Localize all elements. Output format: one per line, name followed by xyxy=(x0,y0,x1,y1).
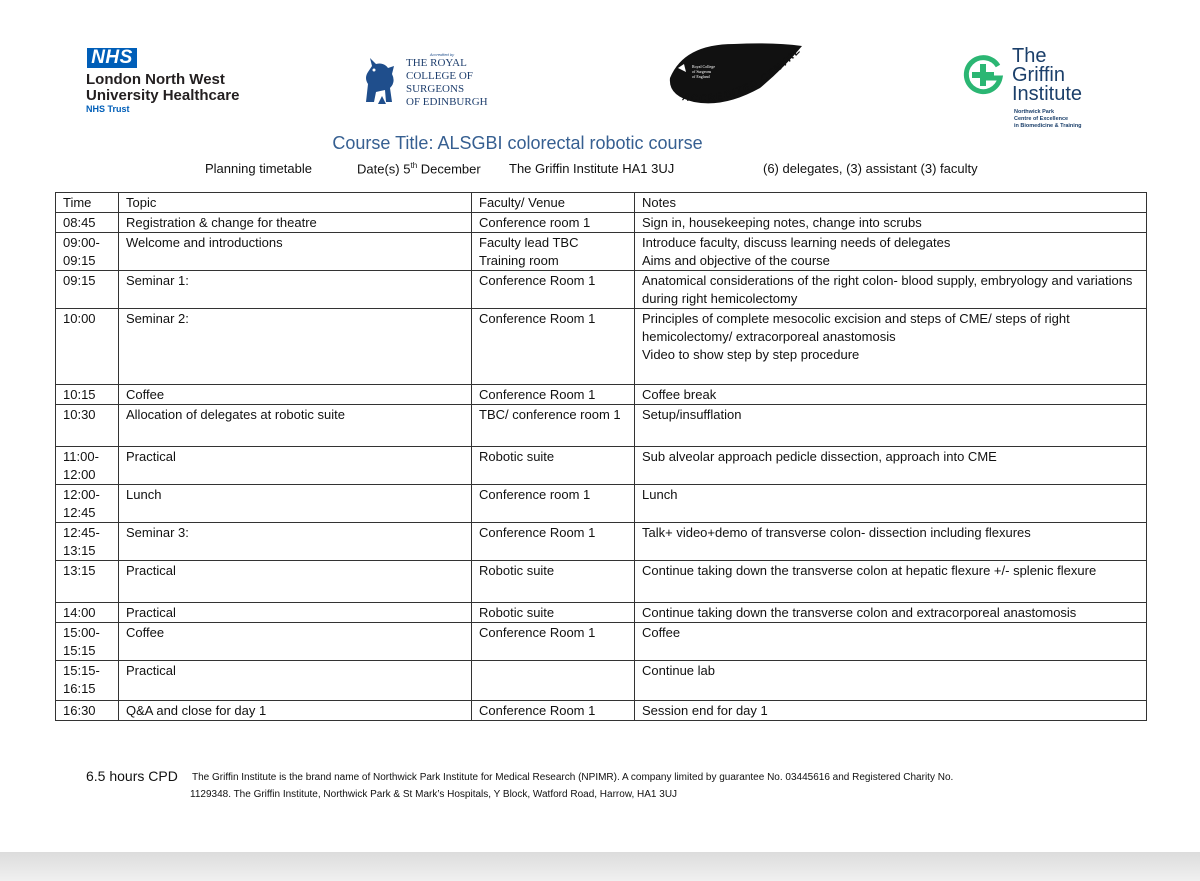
cell-topic: Seminar 3: xyxy=(119,523,472,561)
griffin-word-institute: Institute xyxy=(1012,83,1083,105)
cell-time: 14:00 xyxy=(56,603,119,623)
cell-venue: Conference Room 1 xyxy=(472,623,635,661)
cell-notes: Continue taking down the transverse colon and extracorporeal anastomosis xyxy=(635,603,1147,623)
cell-topic: Coffee xyxy=(119,623,472,661)
table-row xyxy=(56,447,1147,485)
cell-topic: Welcome and introductions xyxy=(119,233,472,271)
timetable-body xyxy=(56,193,1147,721)
cell-venue: TBC/ conference room 1 xyxy=(472,405,635,447)
cell-venue: Conference Room 1 xyxy=(472,701,635,721)
cell-notes: Continue taking down the transverse colon at hepatic flexure +/- splenic flexure xyxy=(635,561,1147,603)
header-time: Time xyxy=(56,193,119,213)
table-row xyxy=(56,523,1147,561)
cell-venue: Conference Room 1 xyxy=(472,309,635,385)
cell-time: 09:00- 09:15 xyxy=(56,233,119,271)
table-row xyxy=(56,405,1147,447)
cell-venue: Conference room 1 xyxy=(472,485,635,523)
table-row xyxy=(56,271,1147,309)
cell-notes: Introduce faculty, discuss learning needs of delegates Aims and objective of the course xyxy=(635,233,1147,271)
cell-time: 13:15 xyxy=(56,561,119,603)
cell-time: 12:00- 12:45 xyxy=(56,485,119,523)
cell-time: 12:45- 13:15 xyxy=(56,523,119,561)
cell-topic: Practical xyxy=(119,603,472,623)
cell-topic: Practical xyxy=(119,661,472,701)
cell-venue: Conference Room 1 xyxy=(472,385,635,405)
viewer-background xyxy=(0,852,1200,881)
cell-topic: Practical xyxy=(119,561,472,603)
cell-notes: Sub alveolar approach pedicle dissection, approach into CME xyxy=(635,447,1147,485)
cell-venue xyxy=(472,661,635,701)
planning-timetable-label: Planning timetable xyxy=(205,161,312,176)
rcs-edinburgh-logo xyxy=(358,50,508,112)
accredited-centre-logo xyxy=(664,38,814,118)
course-title: Course Title: ALSGBI colorectal robotic course xyxy=(332,133,703,153)
cell-notes: Coffee break xyxy=(635,385,1147,405)
table-row xyxy=(56,561,1147,603)
cell-notes: Coffee xyxy=(635,623,1147,661)
header-venue: Faculty/ Venue xyxy=(472,193,635,213)
table-row xyxy=(56,233,1147,271)
cell-time: 11:00- 12:00 xyxy=(56,447,119,485)
rcse-line3: SURGEONS xyxy=(406,83,465,95)
rcse-line2: COLLEGE OF xyxy=(406,70,473,82)
footer-legal-line2: 1129348. The Griffin Institute, Northwick Park & St Mark’s Hospitals, Y Block, Watford Road, Harrow, HA1 3UJ xyxy=(190,789,678,800)
cell-notes: Session end for day 1 xyxy=(635,701,1147,721)
cell-topic: Lunch xyxy=(119,485,472,523)
cell-notes: Lunch xyxy=(635,485,1147,523)
cell-notes: Setup/insufflation xyxy=(635,405,1147,447)
course-venue: The Griffin Institute HA1 3UJ xyxy=(509,161,675,176)
rcs-england-inner-2: of Surgeons xyxy=(692,69,712,74)
table-header-row xyxy=(56,193,1147,213)
rcse-line1: THE ROYAL xyxy=(406,57,467,69)
nhs-badge: NHS xyxy=(87,48,137,68)
accredited-centre-emblem-icon xyxy=(664,38,814,118)
rcse-accredited-label: Accredited by xyxy=(429,52,455,57)
date-prefix: Date(s) 5 xyxy=(357,161,411,177)
date-suffix: December xyxy=(417,161,481,177)
cell-notes: Talk+ video+demo of transverse colon- dissection including flexures xyxy=(635,523,1147,561)
cell-notes: Sign in, housekeeping notes, change into scrubs xyxy=(635,213,1147,233)
nhs-trust-label: NHS Trust xyxy=(86,104,130,114)
rcs-england-inner-1: Royal College xyxy=(692,64,715,69)
cell-time: 10:15 xyxy=(56,385,119,405)
cell-venue: Faculty lead TBC Training room xyxy=(472,233,635,271)
cell-venue: Robotic suite xyxy=(472,603,635,623)
footer-legal-line1: The Griffin Institute is the brand name of Northwick Park Institute for Medical Research (NPIMR). A company limited by guarantee No. 03445616 and Registered Charity No. xyxy=(192,772,954,783)
cell-time: 15:15- 16:15 xyxy=(56,661,119,701)
griffin-sub2: Centre of Excellence xyxy=(1014,116,1069,122)
cell-topic: Allocation of delegates at robotic suite xyxy=(119,405,472,447)
griffin-institute-logo xyxy=(960,46,1110,136)
cell-venue: Robotic suite xyxy=(472,561,635,603)
course-date xyxy=(357,161,481,176)
cell-topic: Registration & change for theatre xyxy=(119,213,472,233)
delegates-info: (6) delegates, (3) assistant (3) faculty xyxy=(763,161,978,176)
table-row xyxy=(56,385,1147,405)
table-row xyxy=(56,603,1147,623)
header-topic: Topic xyxy=(119,193,472,213)
nhs-trust-name-line2: University Healthcare xyxy=(86,87,240,104)
cell-notes: Principles of complete mesocolic excision and steps of CME/ steps of right hemicolectomy/ extracorporeal anastomosis Video to show step by step procedure xyxy=(635,309,1147,385)
cell-topic: Q&A and close for day 1 xyxy=(119,701,472,721)
griffin-word-griffin: Griffin xyxy=(1012,64,1065,86)
cell-time: 09:15 xyxy=(56,271,119,309)
cpd-hours: 6.5 hours CPD xyxy=(86,768,178,784)
cell-topic: Practical xyxy=(119,447,472,485)
cell-notes: Continue lab xyxy=(635,661,1147,701)
cell-topic: Coffee xyxy=(119,385,472,405)
rcs-england-inner-3: of England xyxy=(692,74,710,79)
cell-time: 15:00- 15:15 xyxy=(56,623,119,661)
cell-venue: Conference Room 1 xyxy=(472,271,635,309)
griffin-sub1: Northwick Park xyxy=(1014,109,1055,115)
timetable xyxy=(55,192,1147,721)
cell-venue: Conference Room 1 xyxy=(472,523,635,561)
cell-topic: Seminar 1: xyxy=(119,271,472,309)
cell-time: 10:30 xyxy=(56,405,119,447)
cell-topic: Seminar 2: xyxy=(119,309,472,385)
griffin-sub3: in Biomedicine & Training xyxy=(1014,123,1082,129)
griffin-g-icon xyxy=(962,54,1004,96)
header-notes: Notes xyxy=(635,193,1147,213)
cell-time: 16:30 xyxy=(56,701,119,721)
table-row xyxy=(56,661,1147,701)
table-row xyxy=(56,485,1147,523)
cell-time: 10:00 xyxy=(56,309,119,385)
date-ordinal: th xyxy=(410,161,418,170)
nhs-trust-name-line1: London North West xyxy=(86,71,225,88)
griffin-word-the: The xyxy=(1012,45,1047,67)
accredited-centre-arc-text: ACCREDITED CENTRE xyxy=(681,44,804,105)
unicorn-crest-icon xyxy=(358,54,402,108)
cell-notes: Anatomical considerations of the right colon- blood supply, embryology and variations during right hemicolectomy xyxy=(635,271,1147,309)
table-row xyxy=(56,309,1147,385)
table-row xyxy=(56,701,1147,721)
table-row xyxy=(56,623,1147,661)
table-row xyxy=(56,213,1147,233)
rcse-line4: OF EDINBURGH xyxy=(406,96,488,108)
cell-time: 08:45 xyxy=(56,213,119,233)
cell-venue: Conference room 1 xyxy=(472,213,635,233)
cell-venue: Robotic suite xyxy=(472,447,635,485)
